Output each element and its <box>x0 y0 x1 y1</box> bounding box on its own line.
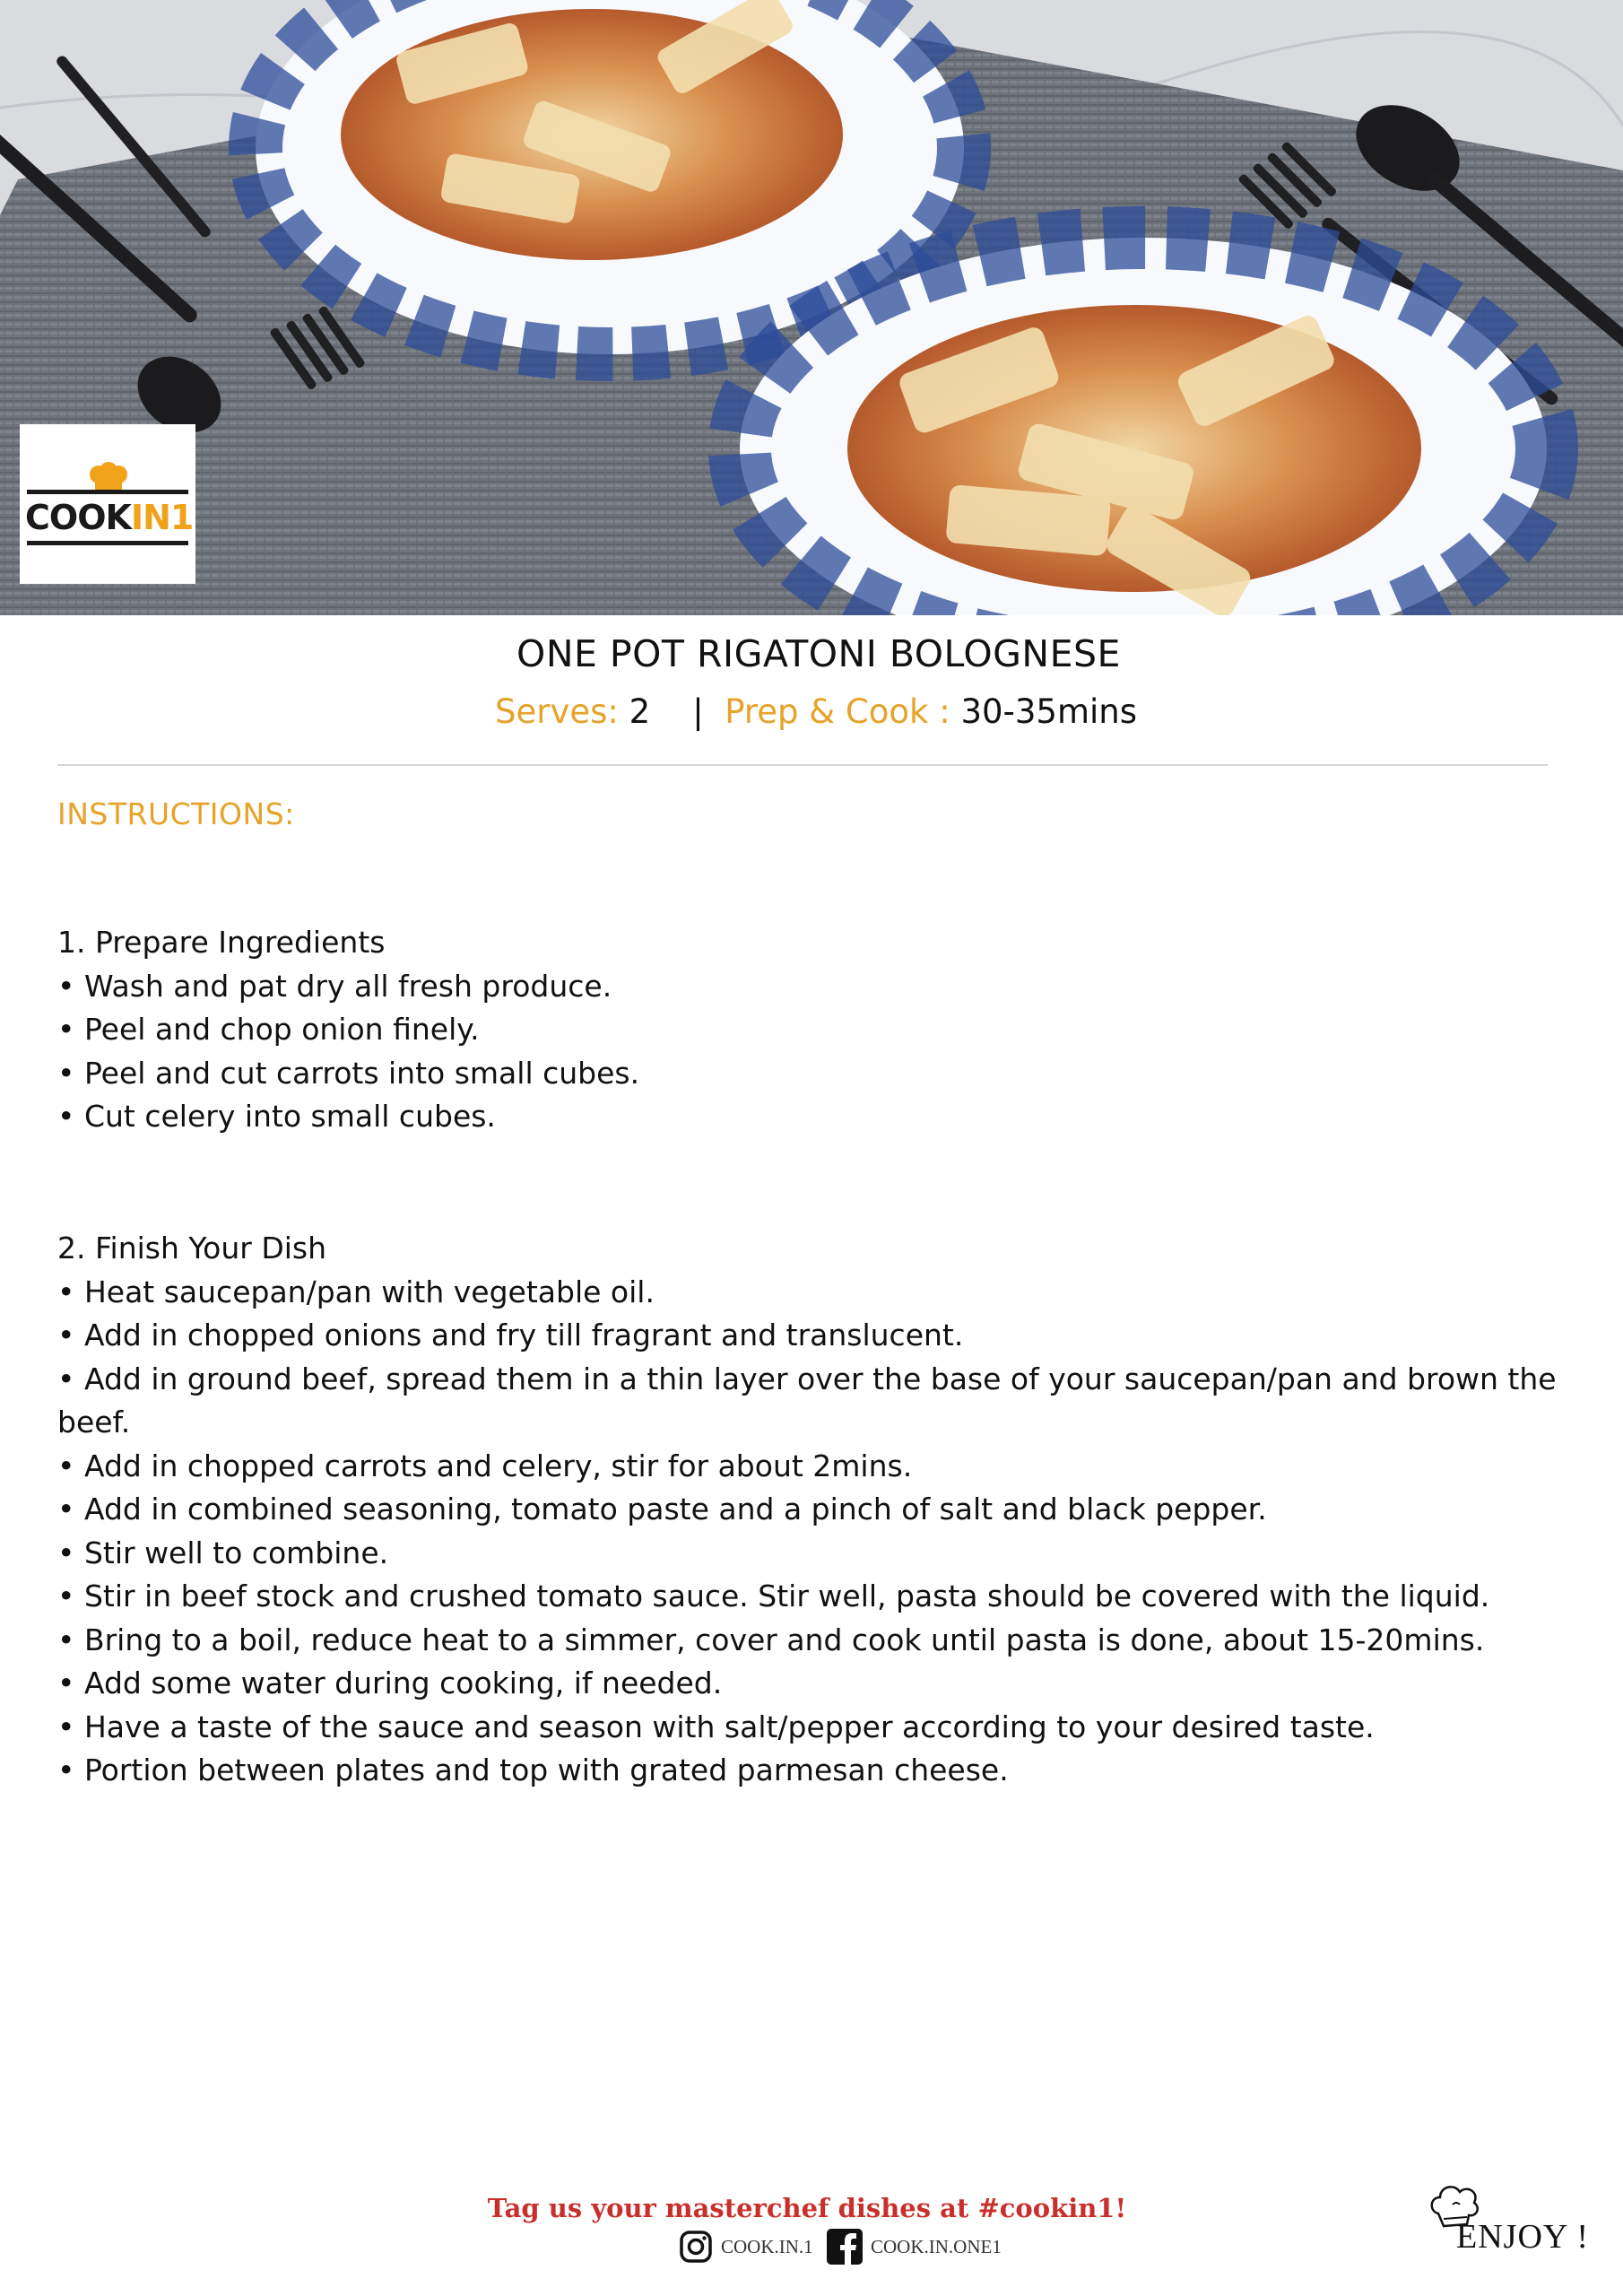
step-title: 2. Finish Your Dish <box>57 1231 327 1265</box>
chef-hat-logo-icon <box>88 462 129 492</box>
serves-label: Serves: <box>494 692 619 731</box>
step-finish-your-dish <box>57 1227 1564 1793</box>
step-prepare-ingredients <box>57 921 1564 1139</box>
instagram-link[interactable] <box>679 2227 813 2266</box>
step-item: • Add in ground beef, spread them in a thin layer over the base of your saucepan/pan and brown the beef. <box>57 1361 1557 1439</box>
meta-separator: | <box>692 692 704 731</box>
recipe-meta <box>0 692 1623 731</box>
step-item: • Add in combined seasoning, tomato paste and a pinch of salt and black pepper. <box>57 1492 1267 1526</box>
step-item: • Bring to a boil, reduce heat to a simmer, cover and cook until pasta is done, about 15-20mins. <box>57 1622 1485 1657</box>
time-label: Prep & Cook : <box>725 692 950 731</box>
step-item: • Peel and cut carrots into small cubes. <box>57 1055 640 1091</box>
instagram-icon <box>679 2230 713 2264</box>
step-item: • Add in chopped carrots and celery, stir for about 2mins. <box>57 1448 913 1483</box>
instagram-handle: COOK.IN.1 <box>721 2235 813 2257</box>
step-item: • Stir well to combine. <box>57 1535 389 1570</box>
step-item: • Add in chopped onions and fry till fragrant and translucent. <box>57 1318 964 1352</box>
facebook-icon <box>827 2229 863 2265</box>
cookin1-logo <box>20 424 195 584</box>
step-item: • Stir in beef stock and crushed tomato sauce. Stir well, pasta should be covered with the liquid. <box>57 1578 1490 1613</box>
step-item: • Peel and chop onion finely. <box>57 1012 480 1047</box>
facebook-handle: COOK.IN.ONE1 <box>871 2235 1002 2257</box>
enjoy-text: ENJOY ! <box>1456 2218 1590 2256</box>
step-item: • Portion between plates and top with grated parmesan cheese. <box>57 1752 1009 1787</box>
header-divider <box>57 764 1548 766</box>
recipe-title: ONE POT RIGATONI BOLOGNESE <box>516 632 1121 675</box>
logo-wordmark: COOKIN1 <box>25 498 194 537</box>
facebook-link[interactable] <box>827 2227 1002 2266</box>
step-item: • Wash and pat dry all fresh produce. <box>57 968 612 1004</box>
footer-tagline: Tag us your masterchef dishes at #cookin1! <box>487 2193 1127 2223</box>
hero-food-photo <box>0 0 1623 615</box>
time-value: 30-35mins <box>960 692 1137 731</box>
serves-value: 2 <box>629 692 651 731</box>
instructions-heading: INSTRUCTIONS: <box>57 796 295 831</box>
step-item: • Have a taste of the sauce and season with salt/pepper according to your desired taste. <box>57 1709 1375 1744</box>
step-item: • Cut celery into small cubes. <box>57 1099 496 1134</box>
step-item: • Add some water during cooking, if needed. <box>57 1665 723 1700</box>
step-item: • Heat saucepan/pan with vegetable oil. <box>57 1274 655 1309</box>
step-title: 1. Prepare Ingredients <box>57 925 386 960</box>
